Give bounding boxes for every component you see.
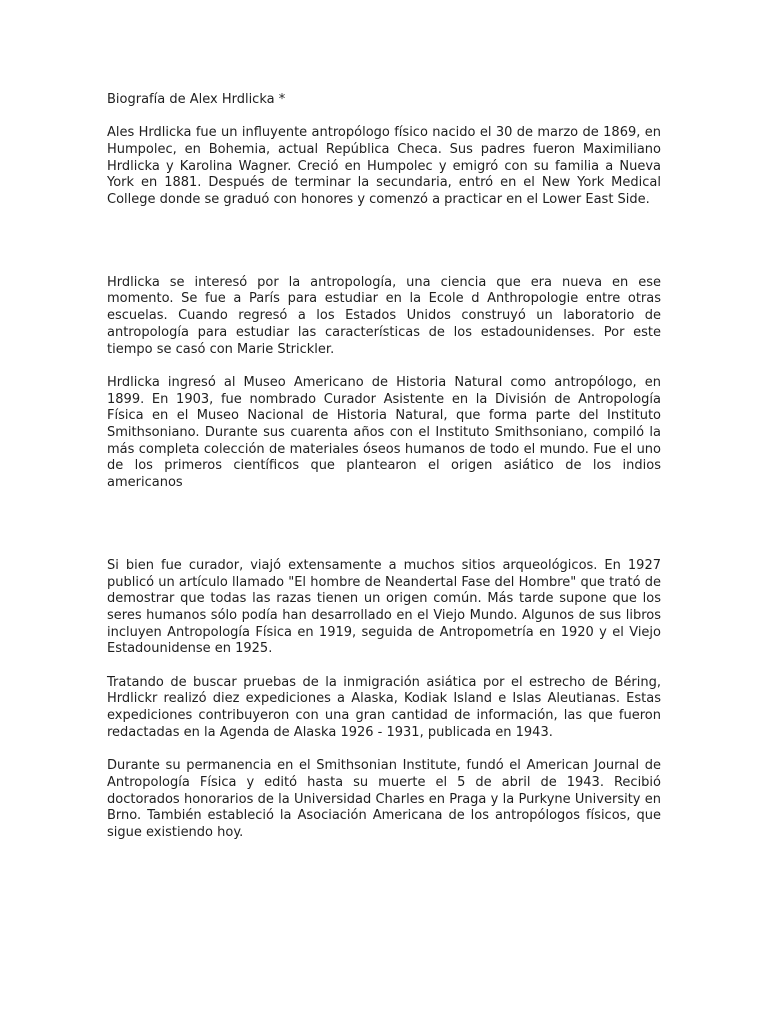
document-page (107, 92, 661, 842)
document-title: Biografía de Alex Hrdlicka * (107, 92, 286, 107)
paragraph-publications: Si bien fue curador, viajó extensamente a muchos sitios arqueológicos. En 1927 publicó un artículo llamado "El hombre de Neandertal Fase del Hombre" que trató de demostrar que todas las razas tienen un origen común. Más tarde supone que los seres humanos sólo podía han desarrollado en el Viejo Mundo. Algunos de sus libros incluyen Antropología Física en 1919, seguida de Antropometría en 1920 y el Viejo Estadounidense en 1925. (107, 557, 661, 657)
paragraph-expeditions: Tratando de buscar pruebas de la inmigración asiática por el estrecho de Béring, Hrdlickr realizó diez expediciones a Alaska, Kodiak Island e Islas Aleutianas. Estas expediciones contribuyeron con una gran cantidad de información, las que fueron redactadas en la Agenda de Alaska 1926 - 1931, publicada en 1943. (107, 674, 661, 740)
paragraph-anthropology-interest: Hrdlicka se interesó por la antropología, una ciencia que era nueva en ese momento. Se fue a París para estudiar en la Ecole d Anthropologie entre otras escuelas. Cuando regresó a los Estados Unidos construyó un laboratorio de antropología para estudiar las características de los estadounidenses. Por este tiempo se casó con Marie Strickler. (107, 274, 661, 357)
paragraph-birth: Ales Hrdlicka fue un influyente antropólogo físico nacido el 30 de marzo de 1869, en Humpolec, en Bohemia, actual República Checa. Sus padres fueron Maximiliano Hrdlicka y Karolina Wagner. Creció en Humpolec y emigró con su familia a Nueva York en 1881. Después de terminar la secundaria, entró en el New York Medical College donde se graduó con honores y comenzó a practicar en el Lower East Side. (107, 125, 661, 208)
paragraph-museum-career: Hrdlicka ingresó al Museo Americano de Historia Natural como antropólogo, en 1899. En 1903, fue nombrado Curador Asistente en la División de Antropología Física en el Museo Nacional de Historia Natural, que forma parte del Instituto Smithsoniano. Durante sus cuarenta años con el Instituto Smithsoniano, compiló la más completa colección de materiales óseos humanos de todo el mundo. Fue el uno de los primeros científicos que plantearon el origen asiático de los indios americanos (107, 374, 661, 491)
paragraph-legacy: Durante su permanencia en el Smithsonian Institute, fundó el American Journal de Antropología Física y editó hasta su muerte el 5 de abril de 1943. Recibió doctorados honorarios de la Universidad Charles en Praga y la Purkyne University en Brno. También estableció la Asociación Americana de los antropólogos físicos, que sigue existiendo hoy. (107, 758, 661, 841)
